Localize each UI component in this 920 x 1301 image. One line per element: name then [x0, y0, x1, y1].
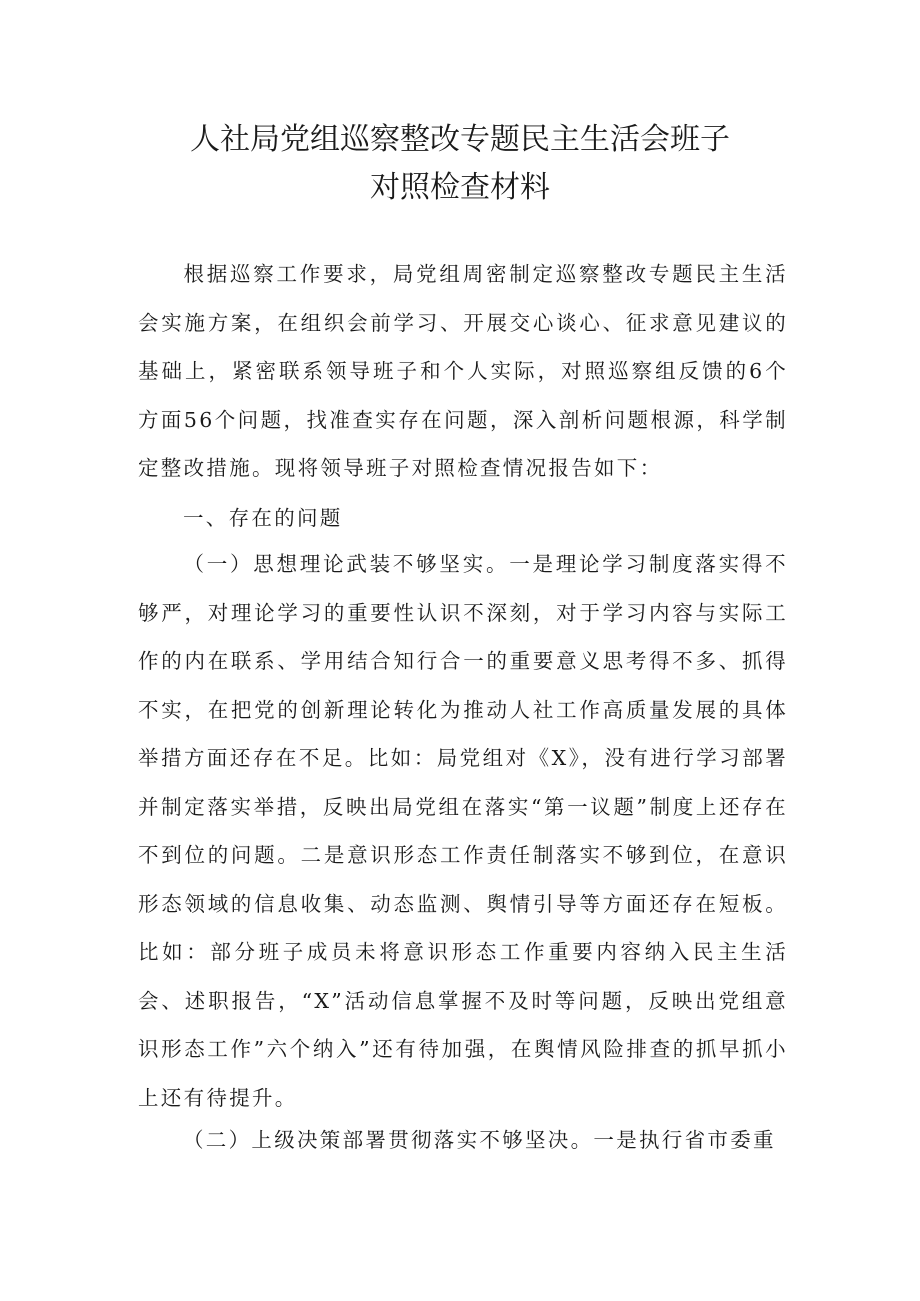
intro-paragraph	[138, 250, 788, 493]
item-one-text: （一）思想理论武装不够坚实。一是理论学习制度落实得不够严，对理论学习的重要性认识不深刻，对于学习内容与实际工作的内在联系、学用结合知行合一的重要意义思考得不多、抓得不实，在把党的创新理论转化为推动人社工作高质量发展的具体举措方面还存在不足。比如：局党组对《X》，没有进行学习部署并制定落实举措，反映出局党组在落实“第一议题”制度上还存在不到位的问题。二是意识形态工作责任制落实不够到位，在意识形态领域的信息收集、动态监测、舆情引导等方面还存在短板。比如：部分班子成员未将意识形态工作重要内容纳入民主生活会、述职报告，“X”活动信息掌握不及时等问题，反映出党组意识形态工作”六个纳入”还有待加强，在舆情风险排查的抓早抓小上还有待提升。	[138, 552, 788, 1110]
intro-text: 根据巡察工作要求，局党组周密制定巡察整改专题民主生活会实施方案，在组织会前学习、开展交心谈心、征求意见建议的基础上，紧密联系领导班子和个人实际，对照巡察组反馈的6个方面56个问题，找准查实存在问题，深入剖析问题根源，科学制定整改措施。现将领导班子对照检查情况报告如下：	[138, 262, 788, 480]
item-two-paragraph	[138, 1116, 788, 1165]
item-one-paragraph	[138, 540, 788, 1122]
item-two-text: （二）上级决策部署贯彻落实不够坚决。一是执行省市委重	[183, 1128, 776, 1152]
document-title-line-2: 对照检查材料	[370, 170, 550, 205]
document-title-line-1: 人社局党组巡察整改专题民主生活会班子	[190, 122, 730, 157]
section-heading-text: 一、存在的问题	[183, 506, 343, 530]
section-heading	[138, 494, 788, 543]
